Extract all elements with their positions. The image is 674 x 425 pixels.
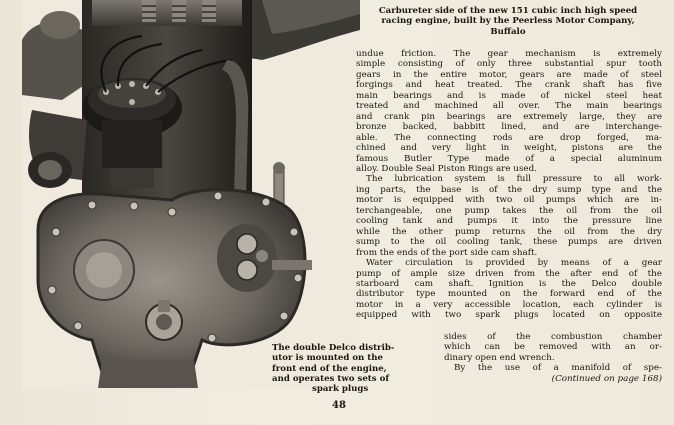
engine-photo (22, 0, 360, 388)
photo-caption-bottom (272, 343, 448, 394)
continued-note: (Continued on page 168) (551, 373, 662, 384)
body-line: cooling tank and pumps it into the pressure line (356, 216, 662, 227)
body-line: and crank pin bearings are extremely large, they are (356, 111, 662, 122)
caption-line: and operates two sets of (272, 373, 390, 384)
body-line: pump of ample size driven from the after end of the (356, 268, 662, 279)
caption-line: front end of the engine, (272, 363, 387, 374)
caption-line: spark plugs (312, 384, 369, 395)
body-line: The lubrication system is full pressure to all work- (366, 174, 662, 185)
caption-line: Buffalo (490, 26, 526, 37)
body-line: terchangeable, one pump takes the oil from the oil (356, 205, 662, 216)
article-body-continuation (444, 332, 662, 384)
body-line: motor in a very accessible location, each cylinder is (356, 299, 662, 310)
photo-caption-top (358, 6, 658, 37)
body-line: gears in the entire motor, gears are made of steel (356, 69, 662, 80)
body-line: forgings and heat treated. The crank shaft has five (356, 80, 662, 91)
body-line: which can be removed with an or- (444, 342, 662, 353)
body-line: motor is equipped with two oil pumps which are in- (356, 195, 662, 206)
body-line: famous Butler Type made of a special aluminum (356, 153, 662, 164)
body-line: By the use of a manifold of spe- (454, 363, 662, 374)
body-line: sump to the oil cooling tank, these pumps are driven (356, 237, 662, 248)
body-line: starboard cam shaft. Ignition is the Delco double (356, 278, 662, 289)
body-line: equipped with two spark plugs located on opposite (356, 310, 662, 321)
body-line: from the ends of the port side cam shaft. (356, 247, 538, 258)
body-line: able. The connecting rods are drop forged, ma- (356, 132, 662, 143)
body-line: sides of the combustion chamber (444, 332, 662, 342)
body-line: simple consisting of only three substantial spur tooth (356, 59, 662, 70)
body-line: chined and very light in weight, pistons are the (356, 143, 662, 154)
caption-line: racing engine, built by the Peerless Motor Company, (381, 16, 635, 27)
body-line: undue friction. The gear mechanism is extremely (356, 49, 662, 59)
article-body (356, 49, 662, 321)
body-line: bronze backed, babbitt lined, and are interchange- (356, 122, 662, 133)
body-line: distributor type mounted on the forward end of the (356, 289, 662, 300)
caption-line: Carbureter side of the new 151 cubic inch high speed (378, 6, 638, 16)
caption-line: The double Delco distrib- (272, 343, 395, 353)
body-line: main bearings and is made of nickel steel heat (356, 90, 662, 101)
body-line: while the other pump returns the oil from the dry (356, 226, 662, 237)
body-line: ing parts, the base is of the dry sump type and the (356, 184, 662, 195)
body-line: Water circulation is provided by means of a gear (366, 258, 662, 269)
caption-line: utor is mounted on the (272, 353, 383, 364)
body-line: alloy. Double Seal Piston Rings are used. (356, 163, 537, 174)
body-line: treated and machined all over. The main bearings (356, 101, 662, 112)
body-line: dinary open end wrench. (444, 352, 555, 363)
page-number: 48 (332, 400, 346, 411)
